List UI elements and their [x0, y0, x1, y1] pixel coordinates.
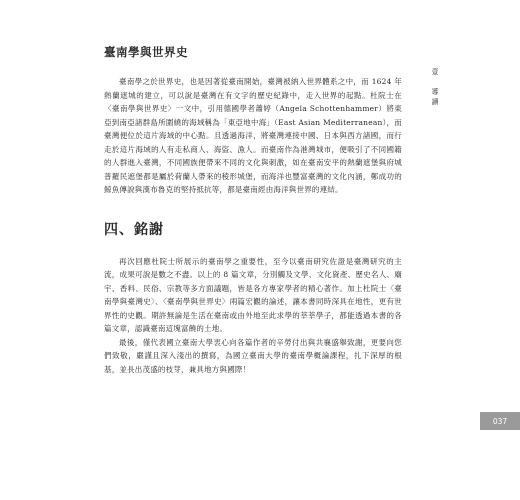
body-paragraph: 再次回應杜院士所展示的臺南學之重要性，至今以臺南研究佐證是臺灣研究的主流，成果可說是數之不盡。以上的 8 篇文章，分別觸及文學、文化資產、歷史名人、廟宇、香料、民俗、宗教等多方面議題，皆是各方專家學者的精心著作。加上杜院士〈臺南學與臺灣史〉、〈臺南學與世界史〉兩篇宏觀的論述，讓本書同時深具在地性，更有世界性的史觀。期許無論是生活在臺南或由外地至此求學的莘莘學子，都能透過本書的各篇文章，認識臺南這塊富饒的土地。 — [104, 256, 402, 333]
section-title: 臺南學與世界史 — [104, 45, 188, 59]
chapter-title: 四、銘謝 — [104, 221, 164, 238]
body-paragraph: 臺南學之於世界史，也是因著從臺南開始，臺灣被納入世界體系之中，而 1624 年熱蘭遮城的建立，可以說是臺灣在有文字的歷史紀錄中，走入世界的起點。杜院士在〈臺南學與世界史〉一文中，引用德國學者蕭婷（Angela Schottenhammer）將東亞到南亞諸群島所圍繞的海域稱為「東亞地中海」（East Asian Mediterranean），而臺灣便位於這片海域的中心點。且透過海洋，將臺灣連接中國、日本與西方諸國，而行走於這片海域的人有走私商人、海盜、漁人。而臺南作為港灣城市，便吸引了不同國籍的人群進入臺灣，不同國族便帶來不同的文化與刺激，如在臺南安平的熱蘭遮堡與府城普羅民遮堡都是屬於荷蘭人帶來的稜形城堡，而海洋也豐富臺灣的文化內涵，鄭成功的鯨魚傳說與漢布魯克的堅持抵抗等，都是臺南經由海洋與世界的連結。 — [104, 77, 402, 194]
page-content — [104, 44, 402, 376]
running-section-label: 壹 導讀 — [431, 68, 439, 108]
body-paragraph: 最後，僅代表國立臺南大學衷心向各篇作者的辛勞付出與共襄盛舉致謝，更要向您們致敬，嚴謹且深入淺出的撰寫，為國立臺南大學的臺南學概論課程，扎下深厚的根基，並長出茂盛的枝芽，兼具地方與國際！ — [104, 337, 402, 374]
page-number-tab — [480, 412, 520, 430]
page-number: 037 — [492, 416, 508, 426]
